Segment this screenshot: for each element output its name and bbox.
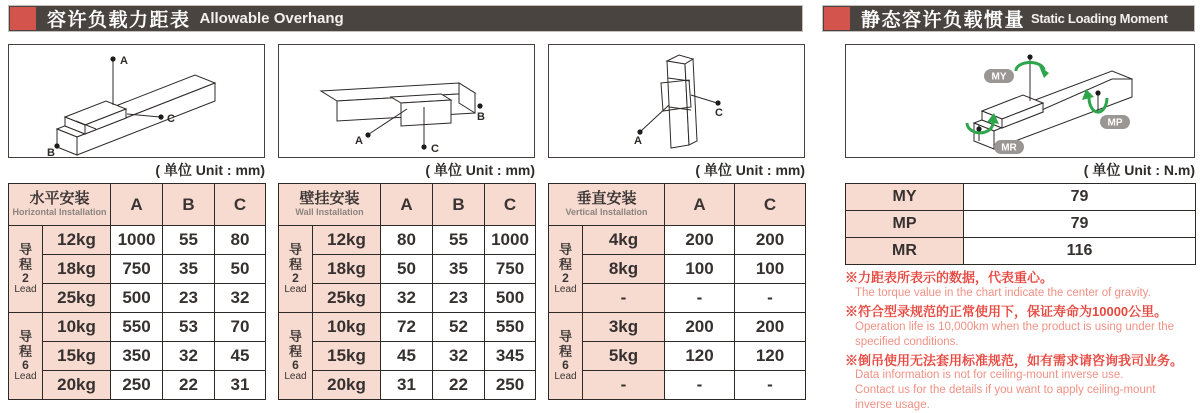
footnotes	[845, 267, 1197, 413]
load-cell: -	[583, 284, 665, 313]
table-row	[9, 371, 266, 400]
note-en: Contact us for the details if you want to apply ceiling-mount	[855, 384, 1156, 397]
red-accent-square	[824, 7, 850, 30]
value-cell: 1000	[111, 226, 163, 255]
moment-label-my: MY	[991, 71, 1007, 83]
moment-row	[846, 184, 1196, 211]
unit-label-mm: ( 单位 Unit : mm)	[695, 162, 805, 178]
value-cell: -	[665, 371, 735, 400]
value-cell: 550	[111, 313, 163, 342]
table-name-cell	[549, 184, 665, 226]
load-cell: 3kg	[583, 313, 665, 342]
section-header-allowable-overhang	[8, 5, 803, 32]
value-cell: 345	[485, 342, 536, 371]
load-cell: 4kg	[583, 226, 665, 255]
value-cell: 550	[485, 313, 536, 342]
section-title-zh: 静态容许负载惯量	[861, 10, 1026, 31]
value-cell: 750	[485, 255, 536, 284]
wall-rail-drawing	[279, 45, 534, 157]
value-cell: 80	[381, 226, 433, 255]
column-header-c: C	[215, 184, 266, 226]
section-title-en: Static Loading Moment	[1031, 11, 1168, 26]
load-cell: 25kg	[43, 284, 111, 313]
section-title-en: Allowable Overhang	[199, 10, 344, 27]
note-en: Data information is not for ceiling-mount inverse use.	[855, 369, 1124, 382]
table-name-cell	[279, 184, 381, 226]
load-cell: 15kg	[43, 342, 111, 371]
table-row	[279, 313, 536, 342]
moment-row	[846, 238, 1196, 265]
table-row	[549, 342, 806, 371]
load-cell: -	[583, 371, 665, 400]
load-cell: 15kg	[313, 342, 381, 371]
value-cell: 120	[665, 342, 735, 371]
value-cell: 1000	[485, 226, 536, 255]
value-cell: 32	[215, 284, 266, 313]
value-cell: 72	[381, 313, 433, 342]
column-header-a: A	[381, 184, 433, 226]
value-cell: 200	[735, 226, 806, 255]
table-name-zh: 水平安装	[29, 190, 90, 208]
value-cell: 32	[433, 342, 485, 371]
load-cell: 5kg	[583, 342, 665, 371]
moment-row	[846, 211, 1196, 238]
note-en: inverse usage.	[855, 399, 930, 412]
lead-cell: 导 程 2 Lead	[9, 226, 43, 313]
column-header-c: C	[485, 184, 536, 226]
table-name-en: Horizontal Installation	[12, 206, 107, 217]
moment-value-cell: 79	[964, 211, 1196, 238]
value-cell: 23	[433, 284, 485, 313]
section-title-zh: 容许负载力距表	[47, 10, 191, 31]
diagram-vertical-installation	[548, 44, 805, 158]
value-cell: 100	[665, 255, 735, 284]
table-row	[549, 313, 806, 342]
moment-table	[845, 183, 1196, 265]
column-header-a: A	[111, 184, 163, 226]
lead-cell: 导 程 2 Lead	[279, 226, 313, 313]
table-row	[9, 284, 266, 313]
lead-cell: 导 程 2 Lead	[549, 226, 583, 313]
moment-label-cell: MY	[846, 184, 964, 211]
moment-value-cell: 79	[964, 184, 1196, 211]
load-cell: 10kg	[313, 313, 381, 342]
table-row	[9, 313, 266, 342]
table-row	[279, 342, 536, 371]
value-cell: 80	[215, 226, 266, 255]
moment-label-cell: MP	[846, 211, 964, 238]
value-cell: 100	[735, 255, 806, 284]
value-cell: 350	[111, 342, 163, 371]
value-cell: 32	[381, 284, 433, 313]
column-header-b: B	[433, 184, 485, 226]
diagram-wall-installation	[278, 44, 535, 158]
value-cell: 52	[433, 313, 485, 342]
moment-rail-drawing	[846, 45, 1194, 157]
value-cell: 22	[163, 371, 215, 400]
point-label-b: B	[47, 147, 55, 157]
value-cell: 55	[163, 226, 215, 255]
load-cell: 18kg	[313, 255, 381, 284]
value-cell: 53	[163, 313, 215, 342]
value-cell: -	[665, 284, 735, 313]
table-name-en: Vertical Installation	[565, 206, 648, 217]
table-name-zh: 垂直安装	[576, 190, 637, 208]
red-accent-square	[10, 7, 36, 30]
table-row	[549, 284, 806, 313]
value-cell: -	[735, 371, 806, 400]
table-row	[279, 255, 536, 284]
value-cell: 200	[665, 313, 735, 342]
install-table-0	[8, 183, 266, 400]
lead-cell: 导 程 6 Lead	[9, 313, 43, 400]
value-cell: 31	[215, 371, 266, 400]
value-cell: 22	[433, 371, 485, 400]
value-cell: 750	[111, 255, 163, 284]
moment-value-cell: 116	[964, 238, 1196, 265]
note-zh: ※符合型录规范的正常使用下，保证寿命为10000公里。	[845, 303, 1168, 319]
table-name-cell	[9, 184, 111, 226]
unit-label-nm: ( 单位 Unit : N.m)	[1083, 162, 1195, 178]
value-cell: 35	[163, 255, 215, 284]
point-label-b: B	[477, 111, 485, 123]
load-cell: 18kg	[43, 255, 111, 284]
value-cell: 31	[381, 371, 433, 400]
section-header-static-loading-moment	[822, 5, 1195, 32]
value-cell: 120	[735, 342, 806, 371]
point-label-a: A	[355, 135, 363, 147]
lead-cell: 导 程 6 Lead	[279, 313, 313, 400]
value-cell: 50	[215, 255, 266, 284]
point-label-c: C	[431, 143, 439, 155]
install-table-2	[548, 183, 806, 400]
value-cell: 35	[433, 255, 485, 284]
horizontal-rail-drawing	[9, 45, 264, 157]
load-cell: 20kg	[313, 371, 381, 400]
load-cell: 8kg	[583, 255, 665, 284]
table-row	[9, 342, 266, 371]
table-name-zh: 壁挂安装	[299, 190, 360, 208]
moment-label-cell: MR	[846, 238, 964, 265]
table-row	[549, 255, 806, 284]
unit-label-mm: ( 单位 Unit : mm)	[155, 162, 265, 178]
value-cell: 200	[735, 313, 806, 342]
value-cell: 32	[163, 342, 215, 371]
point-label-c: C	[167, 113, 175, 125]
table-row	[9, 226, 266, 255]
value-cell: 45	[381, 342, 433, 371]
load-cell: 12kg	[43, 226, 111, 255]
moment-label-mr: MR	[1001, 142, 1017, 154]
note-en: The torque value in the chart indicate the center of gravity.	[855, 286, 1151, 299]
value-cell: 50	[381, 255, 433, 284]
note-zh: ※倒吊使用无法套用标准规范，如有需求请咨询我司业务。	[845, 352, 1184, 368]
table-row	[279, 226, 536, 255]
moment-label-mp: MP	[1107, 117, 1123, 129]
point-label-a: A	[634, 135, 642, 147]
table-row	[279, 284, 536, 313]
value-cell: 250	[111, 371, 163, 400]
value-cell: 500	[111, 284, 163, 313]
value-cell: -	[735, 284, 806, 313]
table-row	[9, 255, 266, 284]
unit-label-mm: ( 单位 Unit : mm)	[425, 162, 535, 178]
column-header-b: B	[163, 184, 215, 226]
diagram-horizontal-installation	[8, 44, 265, 158]
value-cell: 200	[665, 226, 735, 255]
column-header-a: A	[665, 184, 735, 226]
table-row	[549, 226, 806, 255]
note-zh: ※力距表所表示的数据，代表重心。	[845, 270, 1054, 285]
value-cell: 55	[433, 226, 485, 255]
load-cell: 25kg	[313, 284, 381, 313]
load-cell: 10kg	[43, 313, 111, 342]
vertical-rail-drawing	[549, 45, 804, 157]
install-table-1	[278, 183, 536, 400]
table-name-en: Wall Installation	[295, 206, 364, 217]
load-cell: 20kg	[43, 371, 111, 400]
load-cell: 12kg	[313, 226, 381, 255]
value-cell: 500	[485, 284, 536, 313]
value-cell: 250	[485, 371, 536, 400]
lead-cell: 导 程 6 Lead	[549, 313, 583, 400]
table-row	[549, 371, 806, 400]
point-label-c: C	[715, 107, 723, 119]
note-en: Operation life is 10,000km when the product is using under the	[855, 320, 1174, 333]
value-cell: 45	[215, 342, 266, 371]
diagram-static-loading-moment	[845, 44, 1195, 158]
value-cell: 70	[215, 313, 266, 342]
column-header-c: C	[735, 184, 806, 226]
value-cell: 23	[163, 284, 215, 313]
point-label-a: A	[120, 55, 128, 67]
table-row	[279, 371, 536, 400]
note-en: specified conditions.	[855, 335, 959, 348]
